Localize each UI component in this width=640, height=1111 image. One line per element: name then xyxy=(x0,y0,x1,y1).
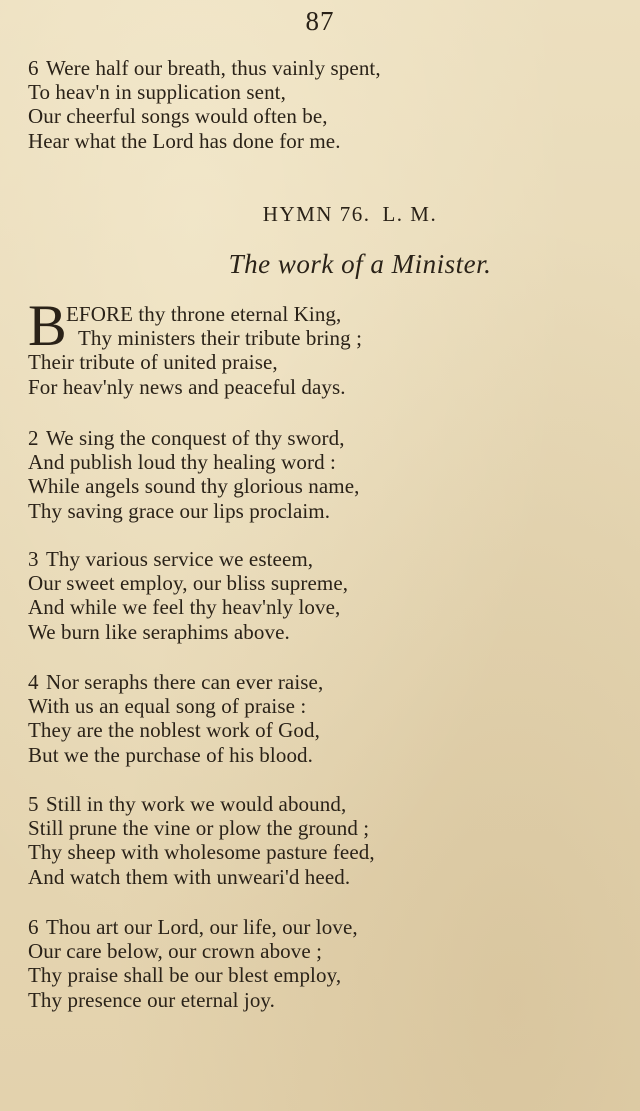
verse-line: EFORE thy throne eternal King, xyxy=(66,302,342,326)
verse-line: Thy sheep with wholesome pasture feed, xyxy=(28,840,375,865)
stanza-number: 3 xyxy=(28,547,39,571)
stanza-number: 2 xyxy=(28,426,39,450)
stanza-5 xyxy=(28,792,628,889)
verse-line: And publish loud thy healing word : xyxy=(28,450,336,475)
stanza-2 xyxy=(28,426,628,523)
verse-line: While angels sound thy glorious name, xyxy=(28,474,360,499)
verse-line: Our care below, our crown above ; xyxy=(28,939,323,964)
verse-line: They are the noblest work of God, xyxy=(28,718,320,743)
verse-line: Their tribute of united praise, xyxy=(28,350,278,375)
drop-cap: B xyxy=(28,293,67,358)
verse-line: 6 Thou art our Lord, our life, our love, xyxy=(28,915,358,939)
verse-line: With us an equal song of praise : xyxy=(28,694,307,719)
verse-line: For heav'nly news and peaceful days. xyxy=(28,374,346,399)
verse-line: Still prune the vine or plow the ground ; xyxy=(28,816,370,841)
hymn-number: HYMN 76. xyxy=(262,202,371,226)
verse-line: Thy presence our eternal joy. xyxy=(28,987,276,1012)
verse-line: Our sweet employ, our bliss supreme, xyxy=(28,571,349,596)
verse-line: 5 Still in thy work we would abound, xyxy=(28,792,347,816)
hymn-title xyxy=(0,200,640,228)
verse-line: Thy ministers their tribute bring ; xyxy=(78,326,363,351)
verse-line: But we the purchase of his blood. xyxy=(28,742,313,767)
verse-line: 4 Nor seraphs there can ever raise, xyxy=(28,670,324,694)
stanza-number: 6 xyxy=(28,915,39,939)
verse-line: And watch them with unweari'd heed. xyxy=(28,864,351,889)
stanza-number: 5 xyxy=(28,792,39,816)
stanza-1 xyxy=(28,293,628,399)
prev-hymn-stanza xyxy=(28,56,628,153)
page-number: 87 xyxy=(305,6,335,36)
verse-line: Our cheerful songs would often be, xyxy=(28,104,328,129)
stanza-3 xyxy=(28,547,628,644)
stanza-6 xyxy=(28,915,628,1012)
stanza-number: 4 xyxy=(28,670,39,694)
hymn-meter: L. M. xyxy=(382,202,438,226)
hymn-subtitle: The work of a Minister. xyxy=(228,249,492,279)
verse-line: 3 Thy various service we esteem, xyxy=(28,547,314,571)
verse-line: Thy saving grace our lips proclaim. xyxy=(28,498,331,523)
verse-line: And while we feel thy heav'nly love, xyxy=(28,595,341,620)
stanza-4 xyxy=(28,670,628,767)
verse-line: Thy praise shall be our blest employ, xyxy=(28,963,342,988)
verse-line: 2 We sing the conquest of thy sword, xyxy=(28,426,345,450)
stanza-number: 6 xyxy=(28,56,39,80)
verse-line: 6 Were half our breath, thus vainly spent, xyxy=(28,56,381,80)
verse-line: We burn like seraphims above. xyxy=(28,619,290,644)
verse-line: To heav'n in supplication sent, xyxy=(28,80,286,105)
verse-line: Hear what the Lord has done for me. xyxy=(28,128,341,153)
